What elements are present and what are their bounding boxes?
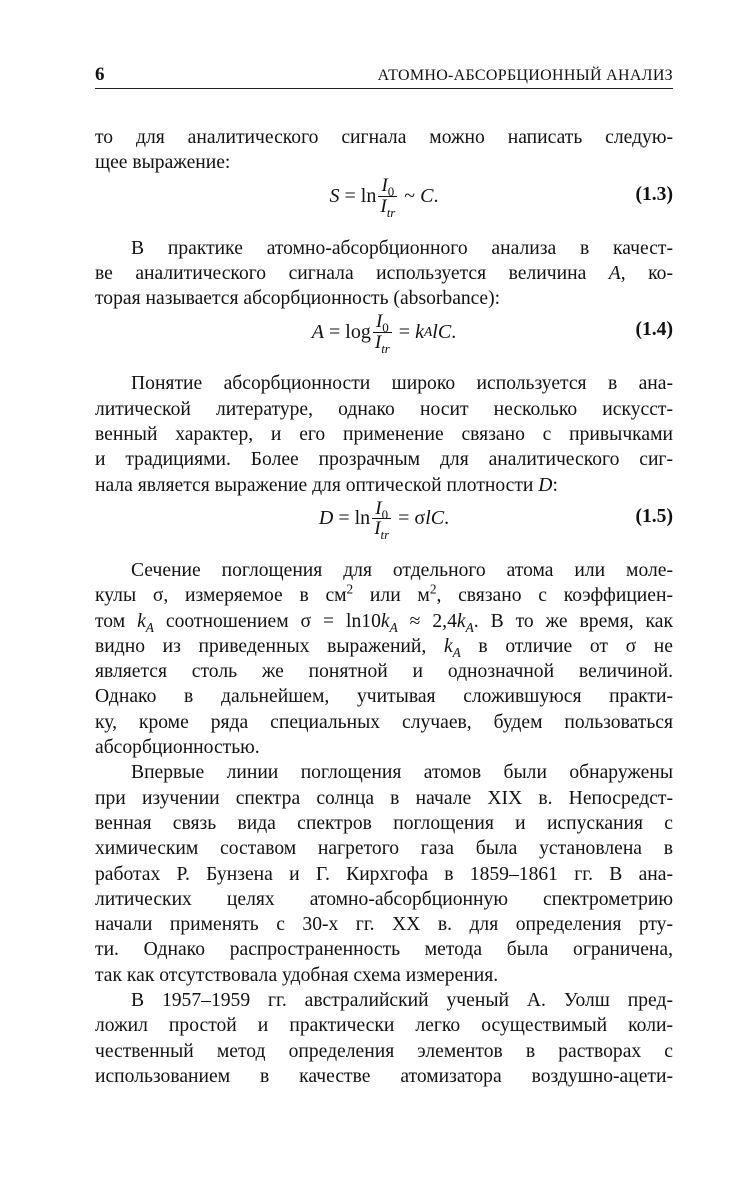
equation-formula: A = log $\frac{I_0}{I_{tr}}$ = k A lC . <box>311 311 457 356</box>
text-line <box>95 583 673 608</box>
text-run: венная связь вида спектров поглощения и испускания с <box>95 812 673 834</box>
text-run: log <box>345 320 371 343</box>
text-run: торая называется абсорбционность (absorbance): <box>95 288 501 310</box>
text-run: : <box>552 474 558 496</box>
subscript: 0 <box>382 319 389 335</box>
fraction-denominator <box>378 196 397 220</box>
fraction-denominator <box>372 518 391 543</box>
text-run: и традициями. Более прозрачным для аналитического сиг- <box>95 449 673 471</box>
math-variable: k <box>415 320 424 343</box>
text-run: является столь же понятной и однозначной величиной. <box>95 661 673 683</box>
text-run: нала является выражение для оптической плотности <box>95 474 539 496</box>
math-variable: k <box>137 610 146 632</box>
math-variable: I <box>374 518 381 540</box>
subscript: tr <box>381 340 390 356</box>
subscript: tr <box>386 204 396 220</box>
math-operator: ~ <box>404 185 416 208</box>
text-line <box>95 371 673 396</box>
superscript: 2 <box>429 581 437 597</box>
subscript: A <box>389 619 398 635</box>
math-operator: = <box>398 507 410 530</box>
text-line <box>95 760 673 785</box>
text-run: щее выражение: <box>95 152 231 174</box>
math-variable: I <box>374 331 382 353</box>
text-line <box>95 735 673 760</box>
math-operator: = <box>344 185 356 208</box>
text-run: В 1957–1959 гг. австралийский ученый А. Уолш пред- <box>131 990 673 1012</box>
text-line <box>95 261 673 286</box>
book-page <box>95 64 673 1089</box>
math-variable: A <box>311 320 325 343</box>
equation <box>95 494 673 544</box>
math-variable: D <box>538 474 553 496</box>
text-line <box>95 786 673 811</box>
text-run: . В то же время, как <box>473 610 673 632</box>
text-line <box>95 236 673 261</box>
text-line <box>95 397 673 422</box>
subscript: 0 <box>381 506 389 522</box>
text-run: Впервые линии поглощения атомов были обнаружены <box>131 762 673 784</box>
fraction-denominator <box>373 331 392 356</box>
page-number: 6 <box>95 64 105 85</box>
text-line <box>95 937 673 962</box>
text-run: . <box>444 507 450 530</box>
subscript: A <box>145 619 154 635</box>
math-operator: = <box>338 507 350 530</box>
math-variable: lC <box>432 320 452 343</box>
text-line <box>95 862 673 887</box>
text-line <box>95 558 673 583</box>
text-line <box>95 1064 673 1089</box>
text-run: ложил простой и практически легко осуществимый коли- <box>95 1015 673 1037</box>
equation <box>95 172 673 222</box>
subscript: A <box>452 644 461 660</box>
text-run: чественный метод определения элементов в растворах с <box>95 1040 673 1062</box>
text-run: работах Р. Бунзена и Г. Кирхгофа в 1859–1861 гг. В ана- <box>95 863 673 885</box>
math-operator: = <box>329 320 341 343</box>
paragraph <box>95 236 673 312</box>
text-line <box>95 811 673 836</box>
text-run: начали применять с 30-х гг. XX в. для определения рту- <box>95 914 673 936</box>
math-variable: k <box>443 635 453 657</box>
math-variable: I <box>381 175 388 197</box>
paragraph <box>95 125 673 176</box>
fraction-numerator <box>379 175 396 199</box>
text-run: литической литературе, однако носит несколько искусст- <box>95 398 673 420</box>
text-run: при изучении спектра солнца в начале XIX в. Непосредст- <box>95 787 673 809</box>
text-run: В практике атомно-абсорбционного анализа в качест- <box>131 237 673 259</box>
text-line <box>95 1039 673 1064</box>
text-run: в отличие от σ не <box>460 635 673 657</box>
text-line <box>95 684 673 709</box>
equation <box>95 307 673 357</box>
text-line <box>95 963 673 988</box>
fraction <box>378 175 397 220</box>
paragraph <box>95 988 673 1089</box>
paragraph <box>95 371 673 497</box>
text-run: . <box>433 185 439 208</box>
math-variable: D <box>318 507 334 530</box>
equation-number: (1.3) <box>635 183 673 205</box>
text-run: ку, кроме ряда специальных случаев, будем пользоваться <box>95 711 673 733</box>
equation-formula <box>95 494 673 544</box>
running-head <box>95 64 673 89</box>
text-line <box>95 422 673 447</box>
superscript: 2 <box>346 581 354 597</box>
text-run: соотношением σ = ln10 <box>153 610 381 632</box>
running-title: АТОМНО-АБСОРБЦИОННЫЙ АНАЛИЗ <box>377 67 673 84</box>
text-run: Однако в дальнейшем, учитывая сложившуюся практи- <box>95 686 673 708</box>
text-line <box>95 836 673 861</box>
math-variable: I <box>375 497 382 519</box>
text-run: , связано с коэффициен- <box>436 585 673 607</box>
math-variable: C <box>420 185 434 208</box>
fraction-numerator <box>374 311 391 335</box>
text-run: . <box>451 320 457 343</box>
text-run: ln <box>354 507 371 530</box>
subscript: A <box>465 619 474 635</box>
subscript: tr <box>380 527 390 543</box>
math-variable: A <box>608 262 621 284</box>
page-body <box>95 125 673 1089</box>
paragraph <box>95 760 673 988</box>
text-run: ≈ 2,4 <box>397 610 457 632</box>
text-line <box>95 710 673 735</box>
equation-formula <box>95 172 673 222</box>
text-run: ве аналитического сигнала используется величина <box>95 262 609 284</box>
text-run: использованием в качестве атомизатора воздушно-ацети- <box>95 1065 673 1087</box>
text-run: σ <box>414 507 426 530</box>
subscript: 0 <box>387 183 395 199</box>
text-run: или м <box>353 585 430 607</box>
text-line <box>95 659 673 684</box>
equation-number: (1.5) <box>635 505 673 527</box>
text-line <box>95 609 673 634</box>
text-run: абсорбционностью. <box>95 737 260 759</box>
text-run: , ко- <box>620 262 673 284</box>
text-run: Понятие абсорбционности широко используется в ана- <box>131 373 673 395</box>
fraction <box>373 311 392 356</box>
text-line <box>95 887 673 912</box>
text-run: литических целях атомно-абсорбционную спектрометрию <box>95 888 673 910</box>
text-run: химическим составом нагретого газа была установлена в <box>95 838 673 860</box>
text-run: Сечение поглощения для отдельного атома или моле- <box>131 559 673 581</box>
math-variable: k <box>380 610 390 632</box>
math-variable: lC <box>425 507 445 530</box>
text-line <box>95 634 673 659</box>
text-run: кулы σ, измеряемое в см <box>95 585 347 607</box>
math-variable: I <box>375 311 383 333</box>
text-line <box>95 125 673 150</box>
math-variable: I <box>380 196 387 218</box>
math-variable: S <box>329 185 340 208</box>
equation-number: (1.4) <box>635 319 673 341</box>
fraction <box>372 497 391 543</box>
math-operator: = <box>398 320 411 343</box>
text-run: ln <box>360 185 377 208</box>
text-run: ти. Однако распространенность метода была ограничена, <box>95 939 673 961</box>
text-run: то для аналитического сигнала можно написать следую- <box>95 127 673 148</box>
text-line <box>95 1013 673 1038</box>
fraction-numerator <box>373 497 390 522</box>
paragraph <box>95 558 673 760</box>
text-run: том <box>95 610 138 632</box>
text-run: так как отсутствовала удобная схема измерения. <box>95 964 499 986</box>
text-run: видно из приведенных выражений, <box>95 635 444 657</box>
text-line <box>95 912 673 937</box>
math-variable: k <box>456 610 466 632</box>
text-run: венный характер, и его применение связано с привычками <box>95 424 673 446</box>
text-line <box>95 447 673 472</box>
text-line <box>95 988 673 1013</box>
